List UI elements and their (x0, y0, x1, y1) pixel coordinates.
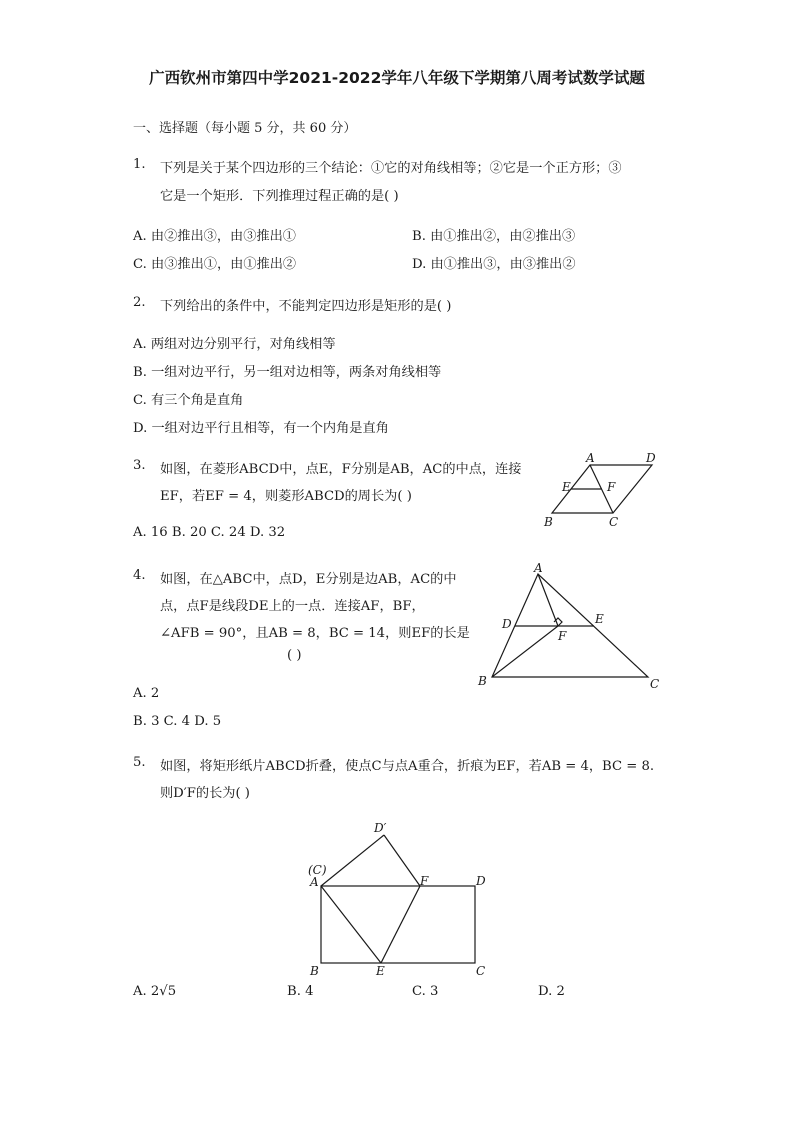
label-a: A (310, 875, 319, 889)
question-number: 5. (133, 755, 146, 770)
options-row[interactable]: B. 3 C. 4 D. 5 (133, 714, 222, 729)
question-text-line: ∠AFB = 90°，且AB = 8，BC = 14，则EF的长是 (160, 626, 470, 641)
question-text-line: 点，点F是线段DE上的一点．连接AF，BF， (160, 599, 425, 614)
option-a[interactable]: A. 2√5 (133, 984, 177, 999)
label-f: F (420, 874, 429, 888)
question-number: 1. (133, 157, 146, 172)
label-d-prime: D′ (374, 821, 387, 835)
section-heading: 一、选择题（每小题 5 分，共 60 分） (133, 121, 357, 136)
question-text-line: 则D′F的长为( ) (160, 786, 250, 801)
page-title: 广西钦州市第四中学2021-2022学年八年级下学期第八周考试数学试题 (149, 69, 645, 87)
question-text-line: 它是一个矩形．下列推理过程正确的是( ) (160, 189, 399, 204)
label-d: D (646, 451, 656, 465)
label-b: B (310, 964, 319, 978)
label-e: E (562, 480, 571, 494)
question-number: 3. (133, 458, 146, 473)
option-d[interactable]: D. 由①推出③，由③推出② (412, 257, 576, 272)
option-b[interactable]: B. 由①推出②，由②推出③ (412, 229, 576, 244)
label-c: C (476, 964, 486, 978)
option-c[interactable]: C. 有三个角是直角 (133, 393, 244, 408)
label-f: F (607, 480, 616, 494)
label-d: D (476, 874, 486, 888)
question-number: 4. (133, 568, 146, 583)
question-text-line: 如图，在菱形ABCD中，点E，F分别是AB，AC的中点，连接 (160, 462, 522, 477)
label-a: A (586, 451, 595, 465)
option-a[interactable]: A. 2 (133, 686, 160, 701)
option-a[interactable]: A. 两组对边分别平行，对角线相等 (133, 337, 336, 352)
option-a[interactable]: A. 由②推出③，由③推出① (133, 229, 296, 244)
question-text-line: 如图，在△ABC中，点D，E分别是边AB，AC的中 (160, 572, 457, 587)
option-c[interactable]: C. 3 (412, 984, 439, 999)
question-text-line: 如图，将矩形纸片ABCD折叠，使点C与点A重合，折痕为EF，若AB = 4，BC = 8. (160, 759, 655, 774)
rectangle-fold-figure (296, 818, 496, 983)
option-d[interactable]: D. 一组对边平行且相等，有一个内角是直角 (133, 421, 389, 436)
question-text-line: EF，若EF = 4，则菱形ABCD的周长为( ) (160, 489, 412, 504)
label-b: B (478, 674, 487, 688)
label-a: A (534, 561, 543, 575)
options-row[interactable]: A. 16 B. 20 C. 24 D. 32 (133, 525, 286, 540)
label-b: B (544, 515, 553, 529)
question-text-line: ( ) (287, 648, 302, 663)
question-text-line: 下列给出的条件中，不能判定四边形是矩形的是( ) (160, 299, 452, 314)
option-c[interactable]: C. 由③推出①，由①推出② (133, 257, 297, 272)
label-c: C (650, 677, 660, 691)
label-c-paren: (C) (308, 863, 327, 877)
label-e: E (376, 964, 385, 978)
label-f: F (558, 629, 567, 643)
question-number: 2. (133, 295, 146, 310)
label-e: E (595, 612, 604, 626)
option-b[interactable]: B. 一组对边平行，另一组对边相等，两条对角线相等 (133, 365, 442, 380)
rhombus-figure (538, 450, 668, 530)
question-text-line: 下列是关于某个四边形的三个结论：①它的对角线相等；②它是一个正方形；③ (160, 161, 622, 176)
option-d[interactable]: D. 2 (538, 984, 565, 999)
label-d: D (502, 617, 512, 631)
option-b[interactable]: B. 4 (287, 984, 314, 999)
label-c: C (609, 515, 619, 529)
triangle-figure (474, 560, 664, 695)
